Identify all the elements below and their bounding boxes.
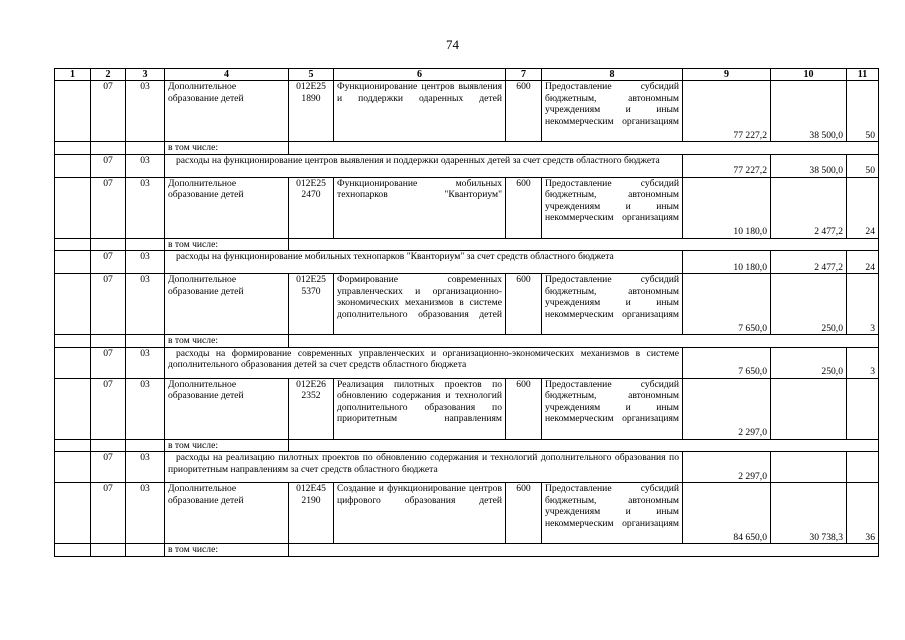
- cell-expense-description: Предоставление субсидий бюджетным, автономным учреждениям и иным некоммерческим организациям: [542, 274, 683, 335]
- cell-subsection: 03: [126, 177, 165, 238]
- cell-empty: [126, 335, 165, 348]
- cell-section: 07: [91, 347, 126, 378]
- table-row: [55, 378, 879, 439]
- cell-section: 07: [91, 81, 126, 142]
- cell-subsection: 03: [126, 81, 165, 142]
- cell-purpose: Реализация пилотных проектов по обновлению содержания и технологий дополнительного образования по приоритетным направлениям: [334, 378, 506, 439]
- column-header-10: 10: [771, 69, 847, 81]
- cell-empty: [55, 274, 91, 335]
- table-row: [55, 439, 879, 452]
- including-label: в том числе:: [165, 335, 289, 348]
- cell-subsection: 03: [126, 154, 165, 177]
- column-header-3: 3: [126, 69, 165, 81]
- cell-empty: [55, 251, 91, 274]
- table-row: [55, 544, 879, 557]
- cell-expense-description: Предоставление субсидий бюджетным, автономным учреждениям и иным некоммерческим организациям: [542, 378, 683, 439]
- cell-amount-3: 50: [847, 154, 879, 177]
- cell-amount-total: 7 650,0: [683, 347, 771, 378]
- cell-empty: [126, 544, 165, 557]
- cell-subsection: 03: [126, 378, 165, 439]
- column-header-2: 2: [91, 69, 126, 81]
- cell-amount-total: 77 227,2: [683, 81, 771, 142]
- cell-amount-total: 77 227,2: [683, 154, 771, 177]
- table-row: [55, 154, 879, 177]
- column-header-8: 8: [542, 69, 683, 81]
- cell-expense-description: Предоставление субсидий бюджетным, автономным учреждениям и иным некоммерческим организациям: [542, 483, 683, 544]
- cell-amount-total: 2 297,0: [683, 452, 771, 483]
- cell-program-name: Дополнительное образование детей: [165, 483, 289, 544]
- cell-amount-2: 38 500,0: [771, 81, 847, 142]
- table-row: [55, 483, 879, 544]
- cell-empty: [91, 544, 126, 557]
- cell-purpose: Формирование современных управленческих и организационно-экономических механизмов в системе дополнительного образования детей: [334, 274, 506, 335]
- cell-amount-3: [847, 378, 879, 439]
- cell-amount-3: 3: [847, 347, 879, 378]
- cell-purpose: Функционирование мобильных технопарков "Кванториум": [334, 177, 506, 238]
- cell-empty: [55, 81, 91, 142]
- cell-section: 07: [91, 274, 126, 335]
- cell-amount-total: 2 297,0: [683, 378, 771, 439]
- cell-amount-2: 30 738,3: [771, 483, 847, 544]
- cell-empty: [55, 347, 91, 378]
- cell-empty: [289, 238, 879, 251]
- cell-program-name: Дополнительное образование детей: [165, 177, 289, 238]
- table-row: [55, 347, 879, 378]
- column-header-4: 4: [165, 69, 289, 81]
- cell-amount-3: 36: [847, 483, 879, 544]
- table-row: [55, 335, 879, 348]
- cell-empty: [91, 335, 126, 348]
- cell-empty: [289, 439, 879, 452]
- cell-expense-type: 600: [506, 274, 542, 335]
- cell-empty: [55, 544, 91, 557]
- column-header-7: 7: [506, 69, 542, 81]
- cell-amount-3: [847, 452, 879, 483]
- cell-target-code: 012E45 2190: [289, 483, 334, 544]
- budget-table: [54, 68, 879, 557]
- cell-amount-3: 24: [847, 177, 879, 238]
- cell-amount-3: 3: [847, 274, 879, 335]
- cell-amount-2: 250,0: [771, 347, 847, 378]
- column-header-1: 1: [55, 69, 91, 81]
- cell-amount-2: [771, 452, 847, 483]
- including-label: в том числе:: [165, 544, 289, 557]
- expense-detail-text: расходы на функционирование мобильных технопарков "Кванториум" за счет средств областного бюджета: [165, 251, 683, 274]
- including-label: в том числе:: [165, 238, 289, 251]
- table-row: [55, 251, 879, 274]
- cell-purpose: Создание и функционирование центров цифрового образования детей: [334, 483, 506, 544]
- cell-subsection: 03: [126, 274, 165, 335]
- cell-amount-3: 50: [847, 81, 879, 142]
- cell-target-code: 012E25 1890: [289, 81, 334, 142]
- cell-expense-type: 600: [506, 81, 542, 142]
- expense-detail-text: расходы на функционирование центров выявления и поддержки одаренных детей за счет средств областного бюджета: [165, 154, 683, 177]
- cell-empty: [55, 238, 91, 251]
- cell-amount-2: [771, 378, 847, 439]
- cell-subsection: 03: [126, 483, 165, 544]
- cell-empty: [55, 483, 91, 544]
- cell-amount-2: 2 477,2: [771, 177, 847, 238]
- cell-amount-total: 84 650,0: [683, 483, 771, 544]
- cell-empty: [55, 142, 91, 155]
- column-header-9: 9: [683, 69, 771, 81]
- cell-program-name: Дополнительное образование детей: [165, 274, 289, 335]
- cell-section: 07: [91, 251, 126, 274]
- cell-empty: [91, 439, 126, 452]
- cell-empty: [126, 238, 165, 251]
- cell-empty: [55, 378, 91, 439]
- header-row: [55, 69, 879, 81]
- expense-detail-text: расходы на реализацию пилотных проектов по обновлению содержания и технологий дополнительного образования по приоритетным направлениям за счет средств областного бюджета: [165, 452, 683, 483]
- cell-amount-2: 250,0: [771, 274, 847, 335]
- cell-expense-description: Предоставление субсидий бюджетным, автономным учреждениям и иным некоммерческим организациям: [542, 177, 683, 238]
- cell-section: 07: [91, 452, 126, 483]
- cell-section: 07: [91, 378, 126, 439]
- cell-expense-description: Предоставление субсидий бюджетным, автономным учреждениям и иным некоммерческим организациям: [542, 81, 683, 142]
- cell-empty: [91, 238, 126, 251]
- cell-empty: [126, 142, 165, 155]
- table-row: [55, 177, 879, 238]
- expense-detail-text: расходы на формирование современных управленческих и организационно-экономических механизмов в системе дополнительного образования детей за счет средств областного бюджета: [165, 347, 683, 378]
- including-label: в том числе:: [165, 439, 289, 452]
- cell-program-name: Дополнительное образование детей: [165, 81, 289, 142]
- table-row: [55, 238, 879, 251]
- cell-target-code: 012E25 2470: [289, 177, 334, 238]
- cell-subsection: 03: [126, 251, 165, 274]
- cell-amount-total: 10 180,0: [683, 251, 771, 274]
- cell-empty: [55, 177, 91, 238]
- cell-section: 07: [91, 483, 126, 544]
- including-label: в том числе:: [165, 142, 289, 155]
- cell-target-code: 012E25 5370: [289, 274, 334, 335]
- column-header-11: 11: [847, 69, 879, 81]
- cell-empty: [289, 335, 879, 348]
- column-header-6: 6: [334, 69, 506, 81]
- cell-subsection: 03: [126, 452, 165, 483]
- cell-empty: [126, 439, 165, 452]
- cell-amount-total: 7 650,0: [683, 274, 771, 335]
- cell-empty: [289, 142, 879, 155]
- cell-purpose: Функционирование центров выявления и поддержки одаренных детей: [334, 81, 506, 142]
- table-row: [55, 274, 879, 335]
- cell-subsection: 03: [126, 347, 165, 378]
- cell-amount-total: 10 180,0: [683, 177, 771, 238]
- cell-section: 07: [91, 177, 126, 238]
- cell-empty: [55, 452, 91, 483]
- cell-amount-2: 2 477,2: [771, 251, 847, 274]
- table-row: [55, 452, 879, 483]
- table-row: [55, 81, 879, 142]
- cell-empty: [55, 154, 91, 177]
- cell-expense-type: 600: [506, 378, 542, 439]
- table-row: [55, 142, 879, 155]
- cell-program-name: Дополнительное образование детей: [165, 378, 289, 439]
- cell-empty: [55, 439, 91, 452]
- page-number: 74: [446, 37, 459, 52]
- cell-target-code: 012E26 2352: [289, 378, 334, 439]
- column-header-5: 5: [289, 69, 334, 81]
- cell-section: 07: [91, 154, 126, 177]
- cell-empty: [289, 544, 879, 557]
- cell-expense-type: 600: [506, 177, 542, 238]
- cell-amount-3: 24: [847, 251, 879, 274]
- cell-expense-type: 600: [506, 483, 542, 544]
- cell-empty: [55, 335, 91, 348]
- cell-empty: [91, 142, 126, 155]
- cell-amount-2: 38 500,0: [771, 154, 847, 177]
